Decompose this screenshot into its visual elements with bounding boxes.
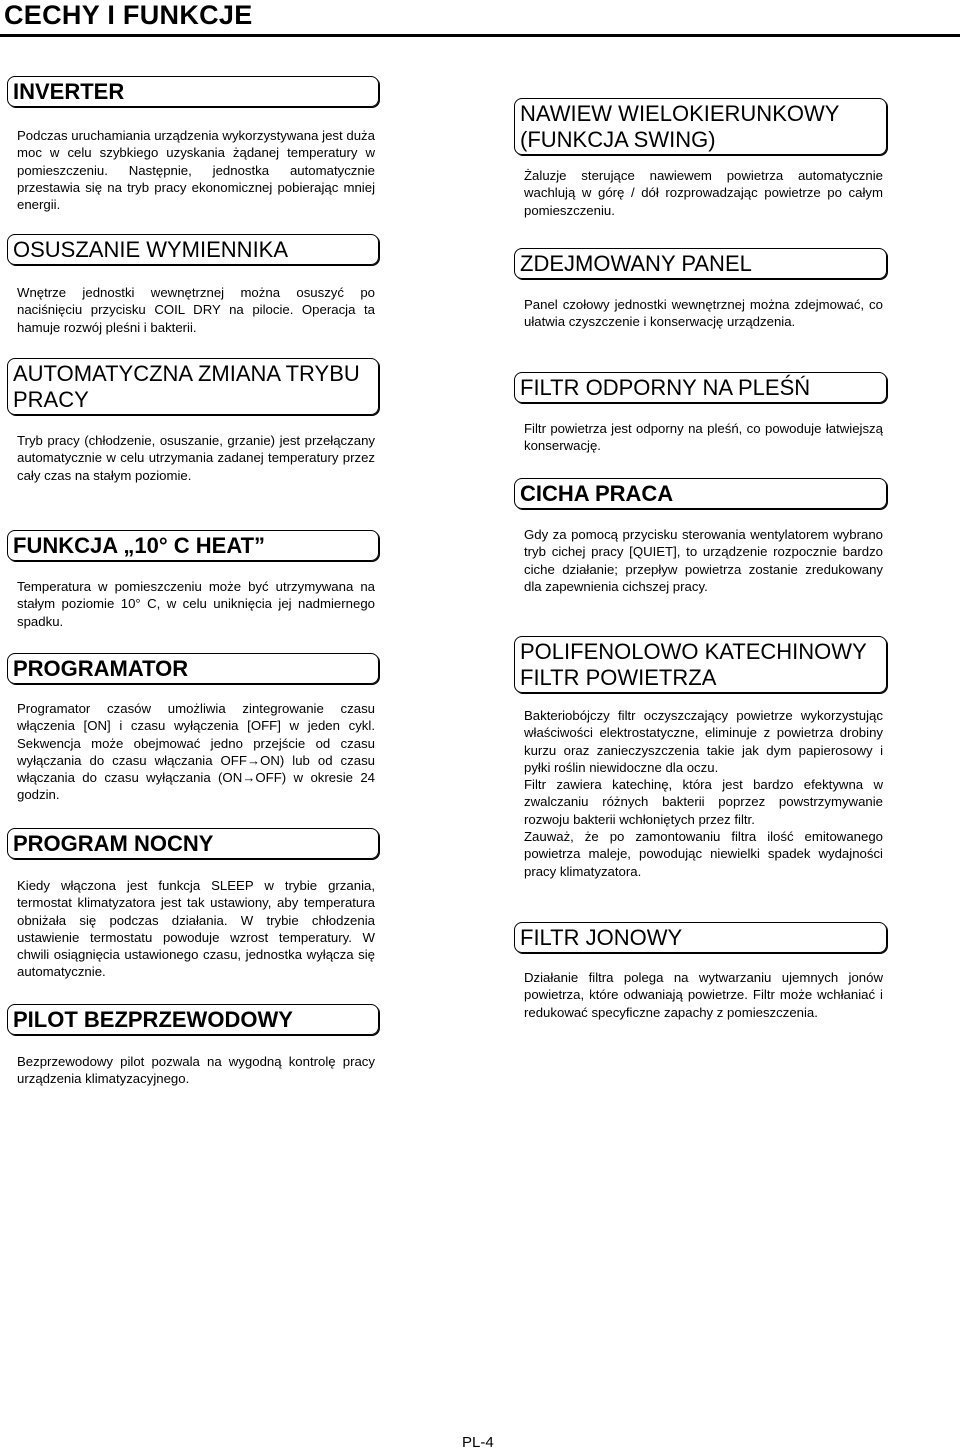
section-catechin-filter [514,636,887,880]
section-auto-mode [7,358,379,484]
section-text: Działanie filtra polega na wytwarzaniu ujemnych jonów powietrza, które odwaniają powietrze. Filtr może wchłaniać i redukować specyficzne zapachy z pomieszczenia. [524,970,883,1020]
section-text: Filtr powietrza jest odporny na pleśń, co powoduje łatwiejszą konserwację. [524,421,883,454]
section-text: Wnętrze jednostki wewnętrznej można osuszyć po naciśnięciu przycisku COIL DRY na pilocie. Operacja ta hamuje rozwój pleśni i bakterii. [17,285,375,335]
section-heading: FILTR ODPORNY NA PLEŚŃ [514,372,887,403]
section-text: Bezprzewodowy pilot pozwala na wygodną kontrolę pracy urządzenia klimatyzacyjnego. [17,1054,375,1087]
section-swing [514,98,887,219]
section-text: Żaluzje sterujące nawiewem powietrza automatycznie wachlują w górę / dół rozprowadzając powietrze po całym pomieszczeniu. [524,168,883,218]
section-heading: OSUSZANIE WYMIENNIKA [7,234,379,265]
section-coil-dry [7,234,379,336]
section-heading: CICHA PRACA [514,478,887,509]
section-heading: FUNKCJA „10° C HEAT” [7,530,379,561]
section-text: Gdy za pomocą przycisku sterowania wentylatorem wybrano tryb cichej pracy [QUIET], to urządzenie rozpocznie bardzo ciche działanie; przepływ powietrza zostanie zredukowany dla zapewnienia cichszej pracy. [524,527,883,594]
section-night-program [7,828,379,981]
section-heading: NAWIEW WIELOKIERUNKOWY (FUNKCJA SWING) [514,98,887,155]
section-panel [514,248,887,331]
section-heading: PROGRAM NOCNY [7,828,379,859]
section-heading: PILOT BEZPRZEWODOWY [7,1004,379,1035]
section-mold-filter [514,372,887,455]
section-text: Zauważ, że po zamontowaniu filtra ilość emitowanego powietrza maleje, powodując niewielki spadek wydajności pracy klimatyzatora. [524,829,883,879]
section-text: Kiedy włączona jest funkcja SLEEP w trybie grzania, termostat klimatyzatora jest tak ustawiony, aby temperatura obniżała się podczas działania. W trybie chłodzenia ustawienie termostatu powoduje wzrost temperatury. W chwili osiągnięcia ustawionego czasu, jednostka wyłącza się automatycznie. [17,878,375,980]
section-text: Tryb pracy (chłodzenie, osuszanie, grzanie) jest przełączany automatycznie w celu utrzymania zadanej temperatury przez cały czas na stałym poziomie. [17,433,375,483]
section-text: Podczas uruchamiania urządzenia wykorzystywana jest duża moc w celu szybkiego uzyskania żądanej temperatury w pomieszczeniu. Następnie, jednostka automatycznie przestawia się na tryb pracy ekonomicznej pobierając mniej energii. [17,128,375,213]
section-text: Panel czołowy jednostki wewnętrznej można zdejmować, co ułatwia czyszczenie i konserwację urządzenia. [524,297,883,330]
section-heading: ZDEJMOWANY PANEL [514,248,887,279]
section-heading: POLIFENOLOWO KATECHINOWY FILTR POWIETRZA [514,636,887,693]
section-text: Programator czasów umożliwia zintegrowanie czasu włączenia [ON] i czasu wyłączenia [OFF] w jeden cykl. Sekwencja może obejmować jedno przejście od czasu wyłączania do czasu włączania OFF→ON) lub od czasu włączania do czasu wyłączania (ON→OFF) w okresie 24 godzin. [17,701,375,803]
section-text: Temperatura w pomieszczeniu może być utrzymywana na stałym poziomie 10° C, w celu uniknięcia jej nadmiernego spadku. [17,579,375,629]
section-inverter [7,76,379,213]
title-divider [0,34,960,37]
page-title: CECHY I FUNKCJE [4,0,253,30]
section-text: Filtr zawiera katechinę, która jest bardzo efektywna w zwalczaniu różnych bakterii poprzez powstrzymywanie rozwoju bakterii wchłoniętych przez filtr. [524,777,883,827]
section-heading: PROGRAMATOR [7,653,379,684]
section-text: Bakteriobójczy filtr oczyszczający powietrze wykorzystując właściwości elektrostatyczne, eliminuje z powietrza drobiny kurzu oraz zanieczyszczenia takie jak dym papierosowy i pyłki roślin niewidoczne dla oczu. [524,708,883,775]
section-heading: FILTR JONOWY [514,922,887,953]
page-number: PL-4 [462,1434,494,1451]
section-timer [7,653,379,804]
section-heading: AUTOMATYCZNA ZMIANA TRYBU PRACY [7,358,379,415]
section-remote [7,1004,379,1088]
section-ion-filter [514,922,887,1021]
section-quiet [514,478,887,595]
section-10c-heat [7,530,379,630]
section-heading: INVERTER [7,76,379,107]
